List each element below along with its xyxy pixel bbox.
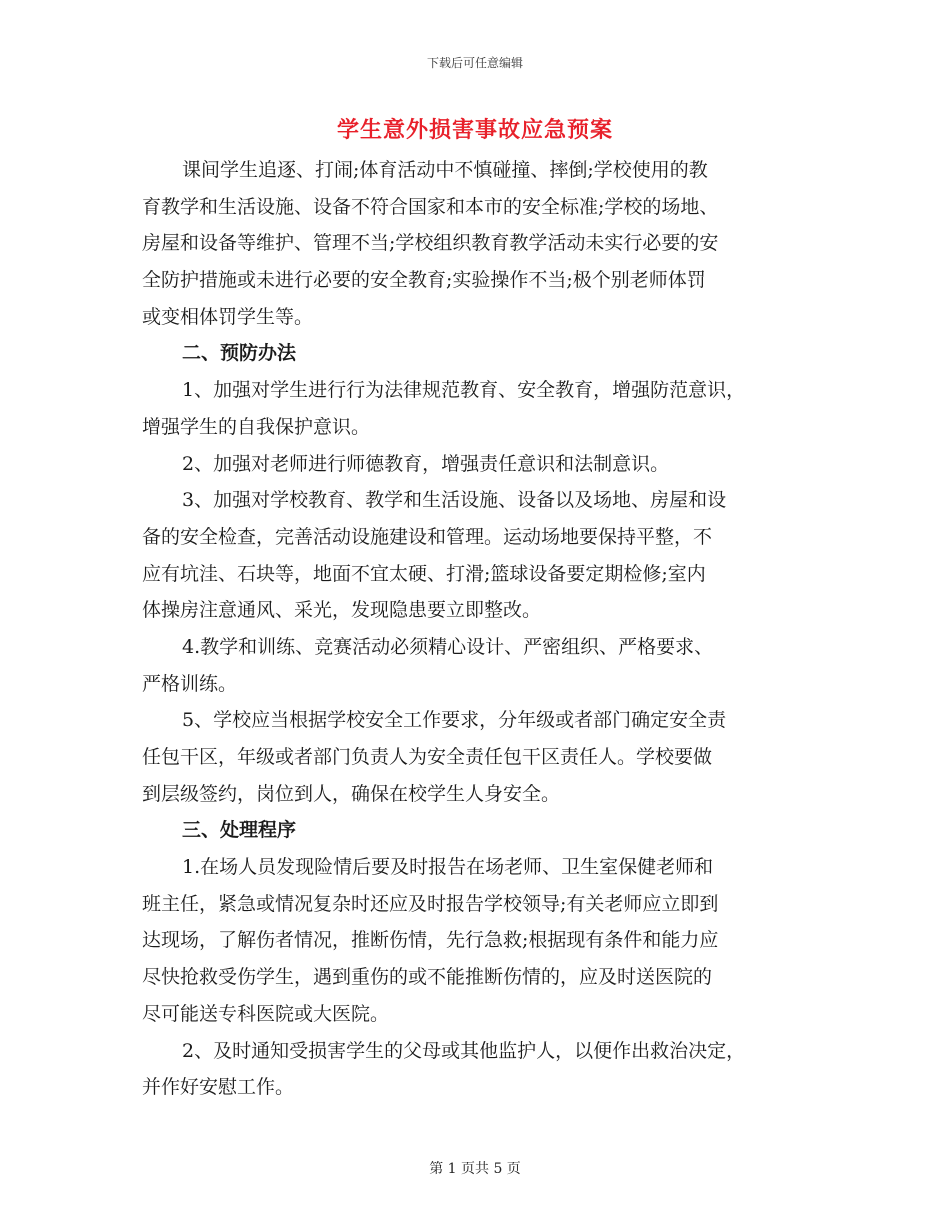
text-line: 并作好安慰工作。 xyxy=(142,1076,295,1099)
text-line: 体操房注意通风、采光，发现隐患要立即整改。 xyxy=(142,599,542,622)
text-line: 1、加强对学生进行行为法律规范教育、安全教育，增强防范意识， xyxy=(182,379,746,402)
document-body xyxy=(142,152,832,1106)
text-line: 全防护措施或未进行必要的安全教育;实验操作不当;极个别老师体罚 xyxy=(142,269,706,292)
text-line: 4.教学和训练、竞赛活动必须精心设计、严密组织、严格要求、 xyxy=(182,635,714,658)
text-line: 育教学和生活设施、设备不符合国家和本市的安全标准;学校的场地、 xyxy=(142,195,719,218)
text-line: 或变相体罚学生等。 xyxy=(142,305,314,328)
text-line: 2、及时通知受损害学生的父母或其他监护人，以便作出救治决定， xyxy=(182,1039,746,1062)
text-line: 任包干区，年级或者部门负责人为安全责任包干区责任人。学校要做 xyxy=(142,746,713,768)
text-line: 3、加强对学校教育、教学和生活设施、设备以及场地、房屋和设 xyxy=(182,489,727,512)
text-line: 到层级签约，岗位到人，确保在校学生人身安全。 xyxy=(142,782,561,805)
text-line: 1.在场人员发现险情后要及时报告在场老师、卫生室保健老师和 xyxy=(182,856,714,879)
page-footer: 第 1 页共 5 页 xyxy=(429,1161,521,1177)
text-line: 尽快抢救受伤学生，遇到重伤的或不能推断伤情的，应及时送医院的 xyxy=(142,966,713,989)
text-line: 尽可能送专科医院或大医院。 xyxy=(142,1002,390,1025)
text-line: 备的安全检查，完善活动设施建设和管理。运动场地要保持平整，不 xyxy=(142,525,713,548)
text-line: 应有坑洼、石块等，地面不宜太硬、打滑;篮球设备要定期检修;室内 xyxy=(142,562,706,585)
section-heading: 三、处理程序 xyxy=(182,819,297,842)
text-line: 房屋和设备等维护、管理不当;学校组织教育教学活动未实行必要的安 xyxy=(142,232,719,255)
text-line: 2、加强对老师进行师德教育，增强责任意识和法制意识。 xyxy=(182,452,670,475)
text-line: 严格训练。 xyxy=(142,672,238,695)
document-title: 学生意外损害事故应急预案 xyxy=(336,117,613,143)
text-line: 增强学生的自我保护意识。 xyxy=(142,415,371,438)
text-line: 达现场，了解伤者情况，推断伤情，先行急救;根据现有条件和能力应 xyxy=(142,929,719,952)
text-line: 课间学生追逐、打闹;体育活动中不慎碰撞、摔倒;学校使用的教 xyxy=(182,159,708,181)
text-line: 班主任，紧急或情况复杂时还应及时报告学校领导;有关老师应立即到 xyxy=(142,892,719,915)
section-heading: 二、预防办法 xyxy=(182,342,297,365)
text-line: 5、学校应当根据学校安全工作要求，分年级或者部门确定安全责 xyxy=(182,709,727,732)
header-note: 下载后可任意编辑 xyxy=(426,56,523,70)
